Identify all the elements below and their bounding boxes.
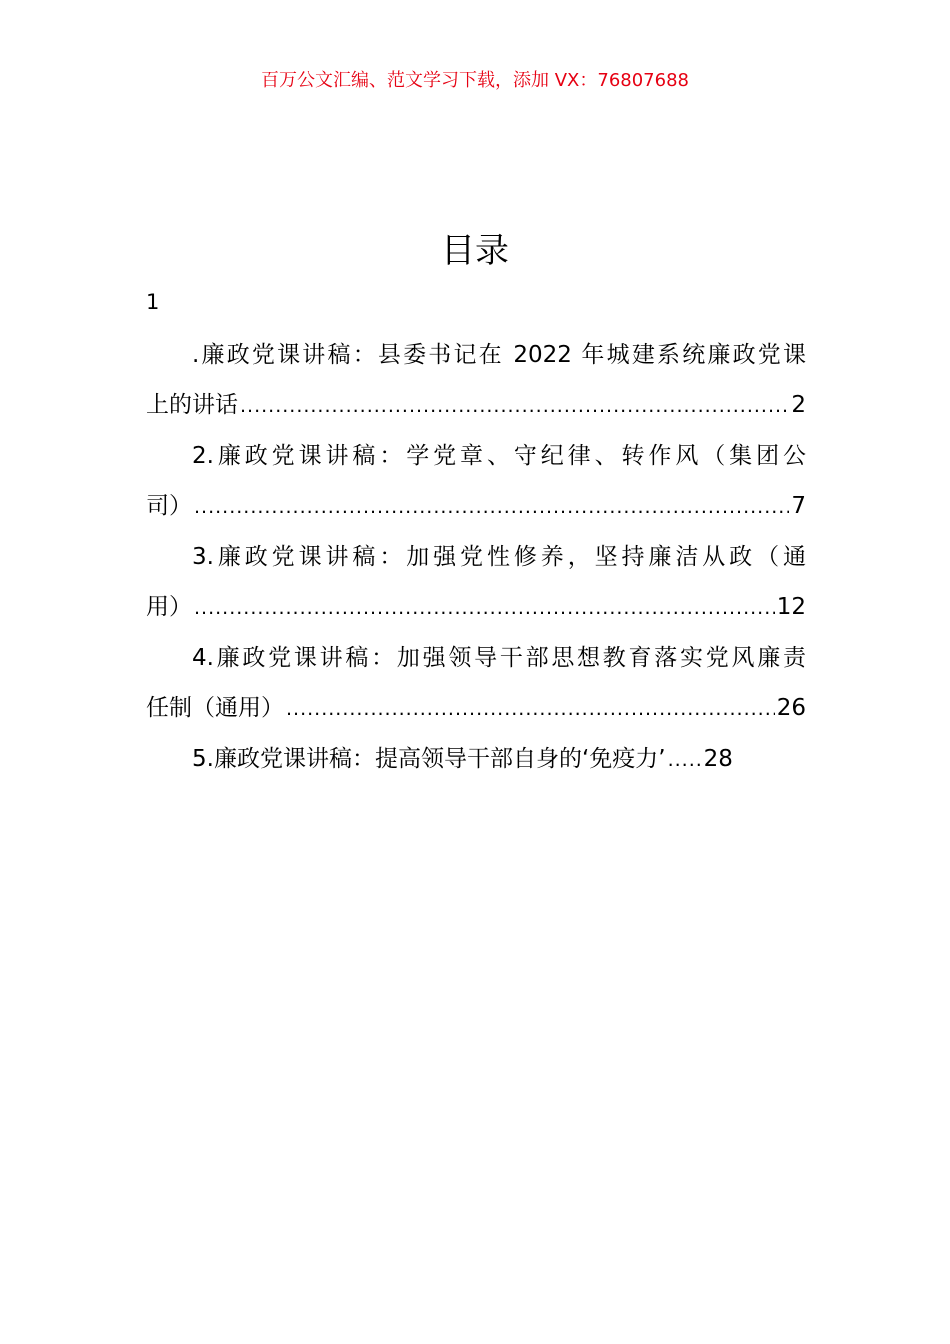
dot-leader [286,684,775,734]
toc-entry-title-end: 任制（通用） [146,695,284,721]
toc-entry-2[interactable] [146,431,806,532]
page-label: 1 [146,290,160,314]
toc-entry-title: 4.廉政党课讲稿：加强领导干部思想教育落实党风廉责 [192,645,806,671]
toc-entry-title-end: 用） [146,594,192,620]
toc-page-number: 12 [776,594,806,620]
toc-entry-5[interactable] [146,734,806,785]
header-watermark-text: 百万公文汇编、范文学习下载，添加 VX：76807688 [261,70,689,91]
page-title: 目录 [441,231,509,271]
toc-entry-1[interactable] [146,330,806,431]
toc-page-number: 26 [776,695,806,721]
dot-leader [668,735,702,785]
toc-entry-title-end: 司） [146,493,192,519]
toc-page-number: 7 [791,493,806,519]
toc-entry-title: .廉政党课讲稿：县委书记在 2022 年城建系统廉政党课 [192,342,806,368]
toc-entry-title-end: 上的讲话 [146,392,238,418]
dot-leader [194,583,775,633]
dot-leader [240,381,789,431]
toc-page-number: 28 [703,746,733,772]
toc-entry-4[interactable] [146,633,806,734]
toc-entry-continuation [146,683,806,734]
toc-entry-single-line [146,734,806,785]
toc-entry-continuation [146,380,806,431]
table-of-contents [146,330,806,785]
toc-entry-3[interactable] [146,532,806,633]
dot-leader [194,482,789,532]
toc-entry-title: 2.廉政党课讲稿：学党章、守纪律、转作风（集团公 [192,443,806,469]
toc-page-number: 2 [791,392,806,418]
toc-entry-continuation [146,582,806,633]
toc-entry-title: 3.廉政党课讲稿：加强党性修养，坚持廉洁从政（通 [192,544,806,570]
toc-entry-continuation [146,481,806,532]
toc-entry-title: 5.廉政党课讲稿：提高领导干部自身的‘免疫力’ [192,746,666,772]
